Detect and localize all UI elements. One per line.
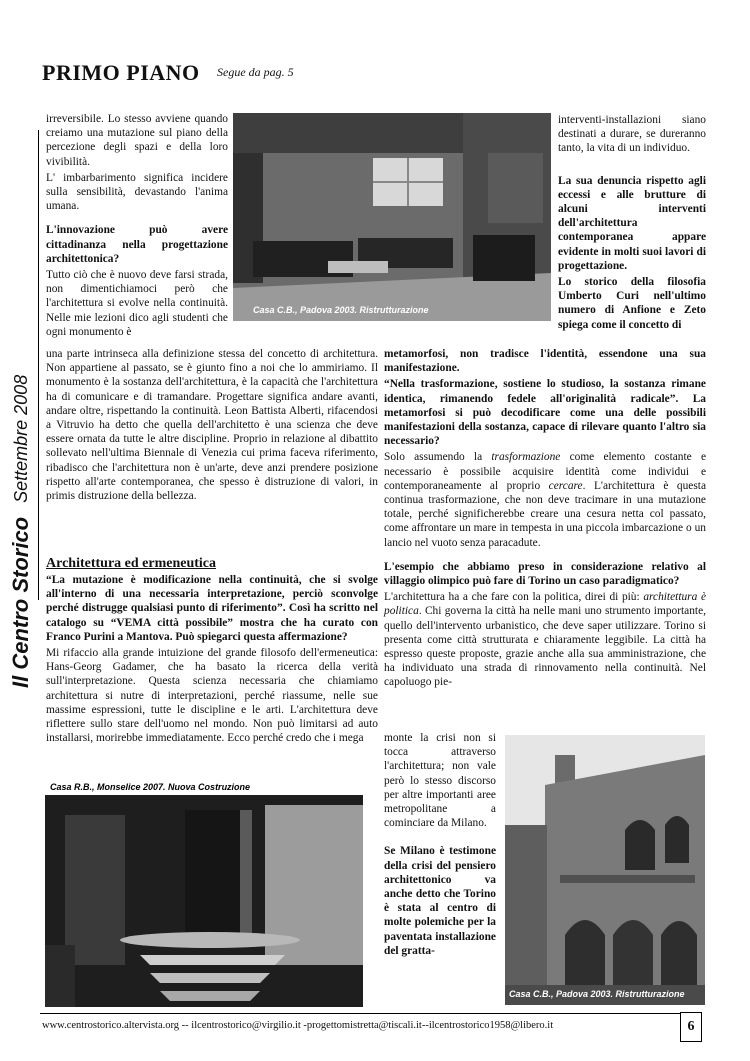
col1-top [46, 112, 228, 341]
text-run: Solo assumendo la [384, 451, 492, 464]
col1-bottom [46, 573, 378, 747]
issue-date: Settembre 2008 [10, 374, 31, 503]
photo-courtyard [505, 735, 705, 1005]
photo1-caption: Casa C.B., Padova 2003. Ristrutturazione [253, 305, 429, 315]
paragraph [384, 450, 706, 549]
footer-contacts: www.centrostorico.altervista.org -- ilcentrostorico@virgilio.it -progettomistretta@tiscali.it--ilcentrostorico1958@libero.it [42, 1020, 554, 1031]
col2-wide [384, 347, 706, 692]
question: metamorfosi, non tradisce l'identità, essendone una sua manifestazione. [384, 348, 706, 375]
footer-rule [40, 1013, 680, 1014]
col2-top [558, 113, 706, 334]
question: Se Milano è testimone della crisi del pensiero architettonico va anche detto che Torino è stata al centro di molte polemiche per la paventata installazione del gratta- [384, 845, 496, 957]
text-run: trasformazione [491, 451, 561, 464]
paragraph: Tutto ciò che è nuovo deve farsi strada, non dimentichiamoci però che l'architettura si evolve nella continuità. Nelle mie lezioni dico agli studenti che ogni monumento è [46, 269, 228, 338]
paragraph [384, 590, 706, 689]
question: Lo storico della filosofia Umberto Curi nell'ultimo numero di Anfione e Zeto spiega come il concetto di [558, 276, 706, 331]
text-run: architettura è politica [384, 591, 706, 618]
photo3-caption: Casa C.B., Padova 2003. Ristrutturazione [509, 989, 685, 999]
paragraph: Mi rifaccio alla grande intuizione del grande filosofo dell'ermeneutica: Hans-Georg Gadamer, che ha basato la ricerca della verità sull'interpretazione. Questa scienza necessaria che chiamiamo architettura si nutre di interpretazioni, perché riassume, nelle sue massime espressioni, tutte le discipline e le arti. L'architettura deve riflettere sullo stare dell'uomo nel mondo. Non può limitarsi ad auto installarsi, morirebbe immediatamente. Ecco perché credo che i mega [46, 647, 378, 745]
text-run: come elemento costante e necessario è possibile acquisire identità come individui e contemporaneamente al proprio [384, 451, 706, 492]
staircase-image [45, 795, 363, 1007]
text-run: . L'architettura è questa continua trasformazione, che non deve tracimare in una mutazione totale, perché significherebbe creare una cesura netta col passato, come affrontare un mare in tempesta in una piccola imbarcazione o un lancio nel vuoto senza paracadute. [384, 479, 707, 549]
col1-wide [46, 347, 378, 505]
photo-staircase [45, 795, 363, 1007]
text-run: . Chi governa la città ha nelle mani uno strumento importante, quello dell'intervento urbanistico, che deve saper utilizzare. Torino si presenta come città strutturata e chiaramente leggibile. La città ha espresso queste proposte, grazie anche alla sua amministrazione, che ha individuato una strada di rinnovamento nella continuità. Nel capoluogo pie- [384, 605, 706, 689]
paragraph: una parte intrinseca alla definizione stessa del concetto di architettura. Non appartiene al passato, se è giunto fino a noi che lo ammiriamo. Il monumento è la sostanza dell'architettura, è la capacità che l'architettura ha di comunicare e di tramandare. Progettare significa andare avanti, andare oltre, rispettando la continuità. Leon Battista Alberti, rifacendosi a Vitruvio ha detto che quella dell'architetto è una scienza che deve essere ornata da tutte le altre discipline. Proprio in relazione al dibattito sollevato nell'ultima Biennale di Venezia cui prima faceva riferimento, ribadisco che l'architettura non è un'arte, deve anzi prendere posizione rispetto all'arte contemporanea, che spesso è distruzione di valori, in primis distruzione della bellezza. [46, 348, 378, 503]
photo-living-room [233, 113, 551, 321]
question: “Nella trasformazione, sostiene lo studioso, la sostanza rimane identica, rimanendo fedele all'originalità radicale”. La metamorfosi si può decodificare come una delle possibili manifestazioni della sostanza, capace di rilevare quanto l'altro sia necessario? [384, 378, 706, 448]
paragraph: monte la crisi non si tocca attraverso l'architettura; non vale però lo stesso discorso per altre importanti aree metropolitane a cominciare da Milano. [384, 732, 496, 830]
subheading: Architettura ed ermeneutica [46, 556, 217, 571]
section-title: PRIMO PIANO [42, 60, 200, 85]
paragraph: interventi-installazioni siano destinati a durare, se dureranno tanto, la vita di un individuo. [558, 114, 706, 155]
continued-from-label: Segue da pag. 5 [217, 65, 294, 79]
living-room-image [233, 113, 551, 321]
question: “La mutazione è modificazione nella continuità, che si svolge all'interno di una necessaria interpretazione, perciò sconvolge perché distrugge qualsiasi punto di riferimento”. Così ha scritto nel catalogo su “VEMA città possibile” mostra che ha curato con Franco Purini a Mantova. Può spiegarci questa affermazione? [46, 574, 378, 643]
paragraph: L' imbarbarimento significa incidere sulla sensibilità, devastando l'anima umana. [46, 171, 228, 213]
question: L'innovazione può avere cittadinanza nella progettazione architettonica? [46, 224, 228, 265]
paragraph: irreversibile. Lo stesso avviene quando creiamo una mutazione sul piano della percezione degli spazi e della loro vivibilità. [46, 113, 228, 168]
magazine-name: Il Centro Storico [8, 516, 33, 688]
photo2-caption: Casa R.B., Monselice 2007. Nuova Costruzione [50, 782, 251, 792]
col2-narrow [384, 731, 496, 960]
side-rule [38, 130, 39, 600]
courtyard-image [505, 735, 705, 1005]
question: L'esempio che abbiamo preso in considerazione relativo al villaggio olimpico può fare di Torino un caso paradigmatico? [384, 560, 706, 588]
page-number: 6 [680, 1012, 702, 1042]
text-run: cercare [548, 479, 583, 492]
question: La sua denuncia rispetto agli eccessi e alle brutture di alcuni interventi dell'architettura contemporanea appare evidente in molti suoi lavori di progettazione. [558, 174, 706, 272]
text-run: L'architettura ha a che fare con la politica, direi di più: [384, 591, 644, 604]
